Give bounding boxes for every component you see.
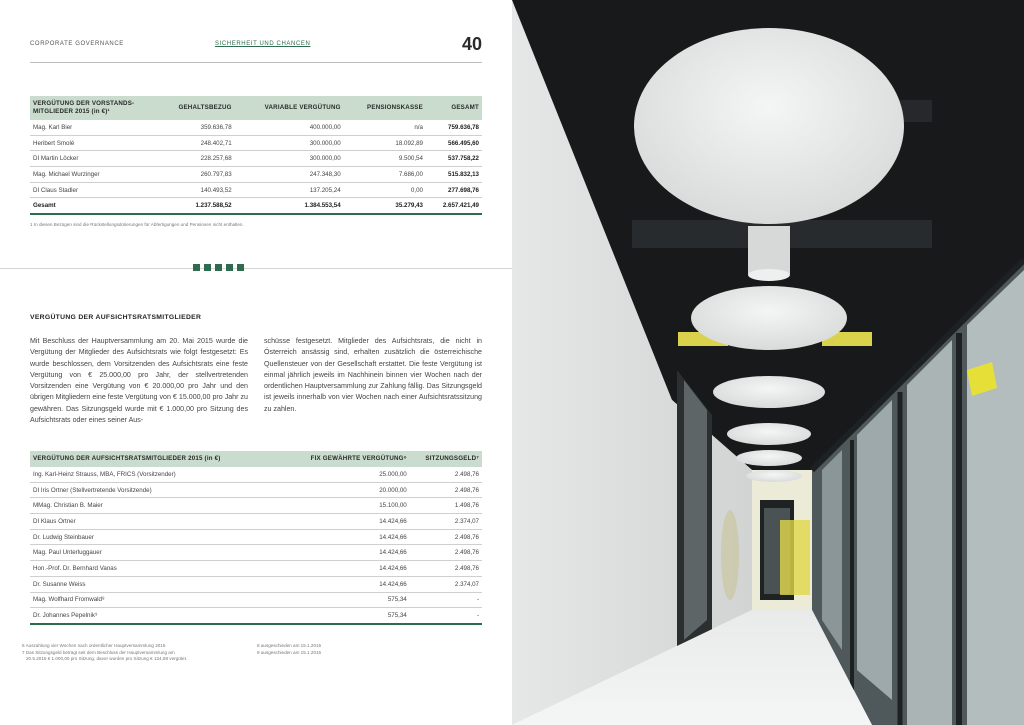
table-cell: Hon.-Prof. Dr. Bernhard Vanas [30,561,286,577]
table-cell: 2.498,76 [410,561,482,577]
table-cell: 2.657.421,49 [426,198,482,214]
table-cell: 515.832,13 [426,167,482,183]
table-row [30,467,482,482]
table-header: VARIABLE VERGÜTUNG [235,96,344,120]
table-cell: 14.424,66 [286,545,410,561]
table-row [30,120,482,135]
table-cell: Dr. Ludwig Steinbauer [30,529,286,545]
table-header: FIX GEWÄHRTE VERGÜTUNG⁶ [286,451,410,467]
table-cell: 2.498,76 [410,545,482,561]
header-rule [30,62,482,63]
table-cell: Gesamt [30,198,156,214]
table-cell: 2.498,76 [410,467,482,482]
footnote: 7 Das Sitzungsgeld beträgt seit dem Beschluss der Hauptversammlung am [22,649,175,655]
table-cell: Mag. Paul Unterluggauer [30,545,286,561]
supervisory-board-compensation-table [30,451,482,625]
section-heading: VERGÜTUNG DER AUFSICHTSRATSMITGLIEDER [30,314,202,321]
square-icon [226,264,233,271]
board-compensation-table [30,96,482,215]
body-text-column-1: Mit Beschluss der Hauptversammlung am 20. Mai 2015 wurde die Vergütung der Mitglieder des Aufsichtsrats wie folgt festgesetzt: Es wurde beschlossen, dem Vorsitzenden des Aufsichtsrats eine feste Vergütung von € 25.000,00 pro Jahr, der stellvertretenden Vorsitzenden eine Vergütung von € 20.000,00 pro Jahr und den übrigen Mitgliedern eine feste Vergütung von € 15.000,00 pro Jahr zu gewähren. Das Sitzungsgeld wurde mit € 1.000,00 pro Sitzung des Aufsichtsrats oder eines seiner Aus- [30,337,248,425]
table-cell: Mag. Wolfhard Fromwald⁸ [30,592,286,608]
table-cell: 228.257,68 [156,151,235,167]
table-cell: 247.348,30 [235,167,344,183]
table-row [30,182,482,198]
table-cell: 575,34 [286,592,410,608]
table-row [30,592,482,608]
table-total-row [30,198,482,214]
table-cell: Heribert Smolé [30,135,156,151]
section-divider [0,268,512,269]
corridor-photo-svg [512,0,1024,725]
table-row [30,545,482,561]
table-header: GESAMT [426,96,482,120]
table-header: VERGÜTUNG DER AUFSICHTSRATSMITGLIEDER 2015 (in €) [30,451,286,467]
table-cell: 300.000,00 [235,135,344,151]
table-row [30,529,482,545]
table-cell: 35.279,43 [344,198,426,214]
table-cell: 300.000,00 [235,151,344,167]
table-cell: DI Claus Stadler [30,182,156,198]
square-icon [204,264,211,271]
table-cell: 277.698,76 [426,182,482,198]
table-cell: n/a [344,120,426,135]
footnote: 9 ausgeschieden am 15.1.2015 [257,649,322,655]
table-cell: 537.758,22 [426,151,482,167]
table-cell: 14.424,66 [286,561,410,577]
table-cell: DI Iris Ortner (Stellvertretende Vorsitzende) [30,482,286,498]
footnotes-left [22,643,252,663]
footnote: 20.5.2015 € 1.000,00 pro Sitzung, davor wurden pro Sitzung € 124,68 vergütet. [26,656,188,661]
square-icon [215,264,222,271]
footnote: 1 In diesen Bezügen sind die Rückstellungsdotierungen für Abfertigungen und Pensionen nicht enthalten. [30,222,244,227]
table-row [30,498,482,514]
table-cell: 1.498,76 [410,498,482,514]
section-label: CORPORATE GOVERNANCE [30,41,124,47]
body-text-column-2: schüsse festgesetzt. Mitglieder des Aufsichtsrats, die nicht in Österreich ansässig sind, erhalten zusätzlich die österreichische Quellensteuer von der Gesellschaft erstattet. Die feste Vergütung ist einmal jährlich jeweils im Nachhinein binnen vier Wochen nach der ordentlichen Hauptversammlung zur Zahlung fällig. Das Sitzungsgeld ist jeweils innerhalb von vier Wochen nach einer Aufsichtsratssitzung zu zahlen. [264,337,482,413]
table-cell: 575,34 [286,608,410,624]
table-cell: 359.636,78 [156,120,235,135]
table-cell: Mag. Karl Bier [30,120,156,135]
table-cell: 260.797,83 [156,167,235,183]
table-cell: 25.000,00 [286,467,410,482]
table-cell: 400.000,00 [235,120,344,135]
divider-ornament [193,264,244,271]
table-cell: 0,00 [344,182,426,198]
table-row [30,561,482,577]
corridor-photo [512,0,1024,725]
footnote: 6 Auszahlung vier Wochen nach ordentlicher Hauptversammlung 2015 [22,643,166,648]
table-cell: 15.100,00 [286,498,410,514]
table-cell: 20.000,00 [286,482,410,498]
table-row [30,576,482,592]
table-header: VERGÜTUNG DER VORSTANDS- MITGLIEDER 2015 (in €)¹ [30,96,156,120]
table-cell: Ing. Karl-Heinz Strauss, MBA, FRICS (Vorsitzender) [30,467,286,482]
table-cell: 566.495,60 [426,135,482,151]
table-header: PENSIONSKASSE [344,96,426,120]
table-cell: 137.205,24 [235,182,344,198]
table-cell: 759.636,78 [426,120,482,135]
table-cell: Mag. Michael Wurzinger [30,167,156,183]
table-cell: 18.092,89 [344,135,426,151]
table-cell: 2.498,76 [410,482,482,498]
table-cell: 1.237.588,52 [156,198,235,214]
table-cell: 14.424,66 [286,576,410,592]
table-cell: - [410,592,482,608]
table-header: SITZUNGSGELD⁷ [410,451,482,467]
table-row [30,167,482,183]
table-cell: MMag. Christian B. Maier [30,498,286,514]
square-icon [193,264,200,271]
table-cell: 14.424,66 [286,514,410,530]
table-header: GEHALTSBEZUG [156,96,235,120]
table-cell: 14.424,66 [286,529,410,545]
table-cell: DI Klaus Ortner [30,514,286,530]
table-row [30,514,482,530]
table-cell: DI Martin Löcker [30,151,156,167]
footnote: 8 ausgeschieden am 15.1.2015 [257,643,322,648]
table-row [30,482,482,498]
table-cell: 2.498,76 [410,529,482,545]
table-cell: 1.384.553,54 [235,198,344,214]
table-cell: 140.493,52 [156,182,235,198]
table-cell: Dr. Susanne Weiss [30,576,286,592]
table-cell: 9.500,54 [344,151,426,167]
footnotes-right [257,643,457,656]
table-cell: 2.374,07 [410,576,482,592]
page-header [30,34,482,58]
page-number: 40 [461,34,482,54]
table-cell: 2.374,07 [410,514,482,530]
table-cell: Dr. Johannes Pepelnik⁹ [30,608,286,624]
table-row [30,135,482,151]
table-cell: 7.686,00 [344,167,426,183]
table-row [30,151,482,167]
subsection-link[interactable]: SICHERHEIT UND CHANCEN [215,41,311,47]
square-icon [237,264,244,271]
table-cell: 248.402,71 [156,135,235,151]
table-row [30,608,482,624]
table-cell: - [410,608,482,624]
